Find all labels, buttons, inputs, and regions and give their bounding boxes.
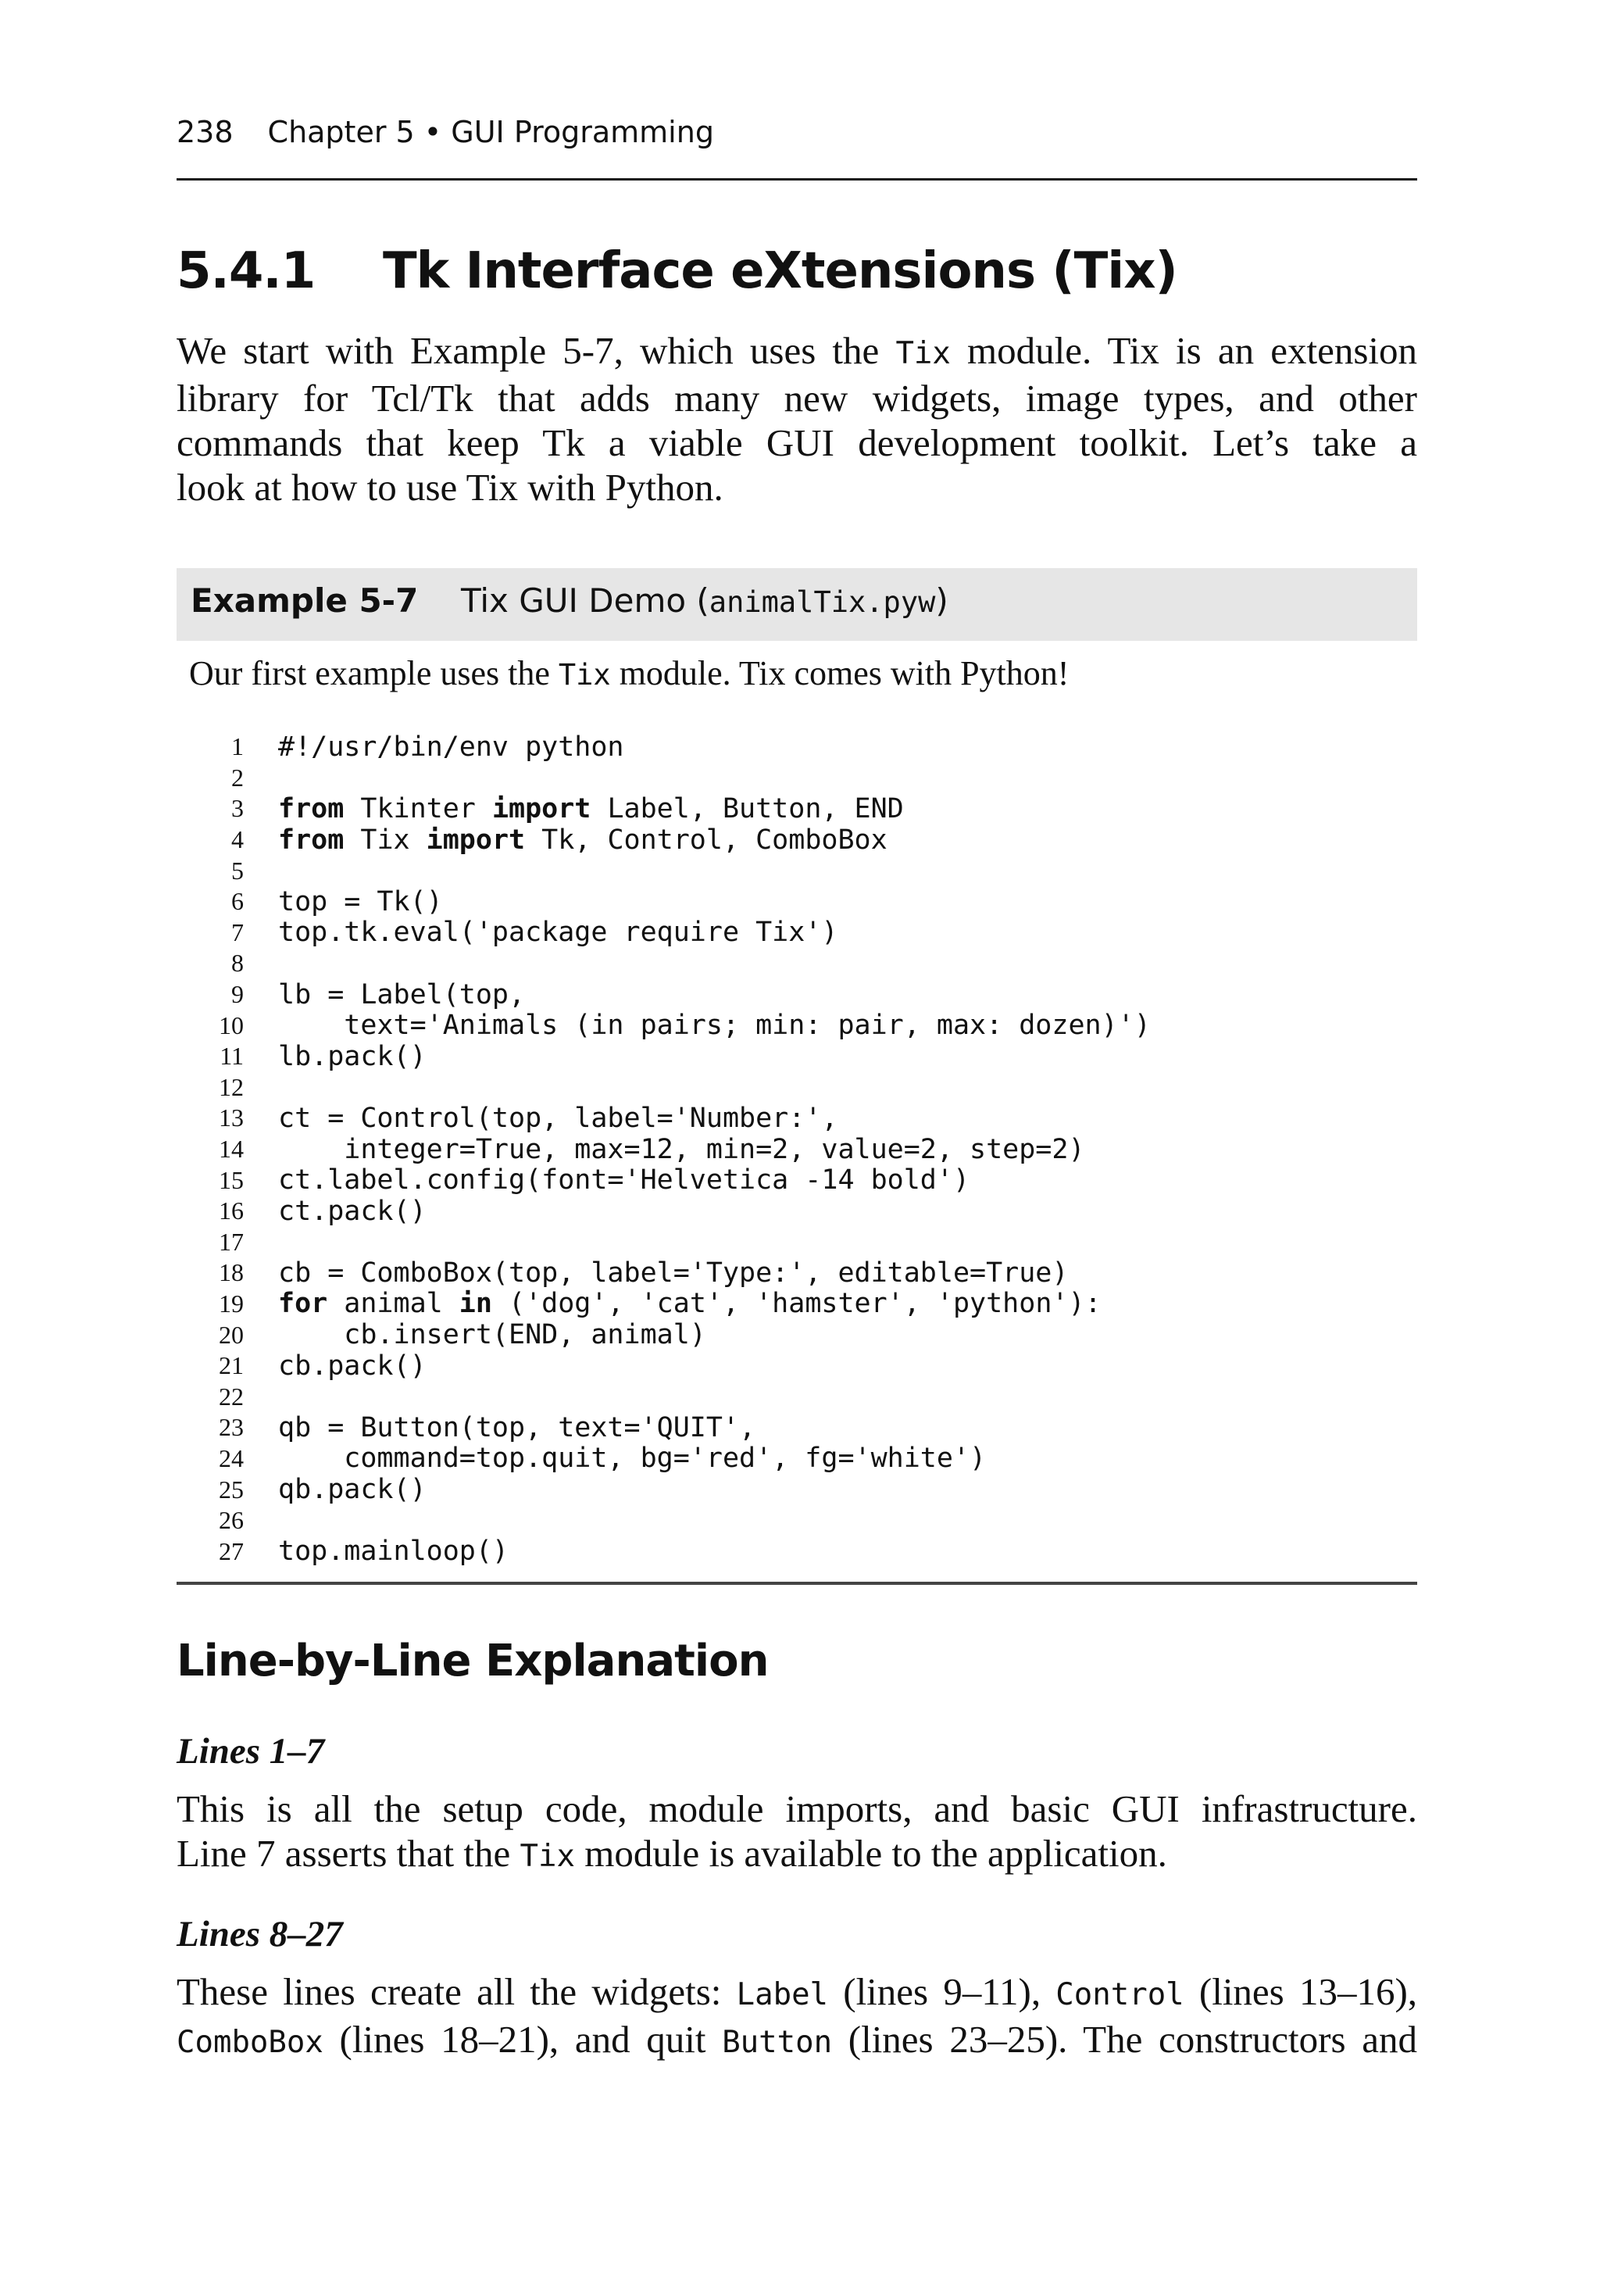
inline-code: ComboBox [177,2025,323,2060]
inline-code: Button [722,2025,833,2060]
code-line [177,1227,1417,1258]
header-rule [177,178,1417,181]
paragraph-line: This is all the setup code, module imports, and basic GUI infrastructure. [177,1787,1417,1830]
code-line [177,731,1417,763]
code-text [278,824,888,856]
paragraph-text: These lines create all the widgets: [177,1970,722,2013]
code-line [177,855,1417,886]
code-segment: qb = Button(top, text='QUIT', [278,1411,756,1443]
lines-1-7-paragraph [177,1786,1417,1879]
code-segment: integer=True, max=12, min=2, value=2, step=2) [278,1133,1085,1165]
line-number: 12 [219,1072,244,1101]
line-number: 20 [219,1320,244,1349]
chapter-title: Chapter 5 • GUI Programming [267,115,714,149]
lines-1-7-heading: Lines 1–7 [177,1731,325,1772]
code-line [177,1474,1417,1505]
code-segment: ct.label.config(font='Helvetica -14 bold') [278,1164,970,1196]
line-number: 7 [231,917,244,946]
code-line [177,1536,1417,1567]
code-segment: cb.insert(END, animal) [278,1319,706,1351]
code-line [177,948,1417,979]
paragraph-text: (lines 18–21), and quit [339,2018,706,2061]
paragraph-text: module is available to the application. [584,1832,1167,1875]
code-text [278,917,838,948]
example-intro [189,656,1069,691]
line-number: 25 [219,1475,244,1504]
code-segment: ('dog', 'cat', 'hamster', 'python'): [491,1288,1102,1320]
intro-line: library for Tcl/Tk that adds many new widgets, image types, and other [177,377,1417,420]
code-segment: ct.pack() [278,1195,427,1227]
section-heading [177,242,1417,300]
line-number: 24 [219,1443,244,1472]
line-number: 16 [219,1196,244,1225]
paragraph-line [177,1831,1417,1879]
code-text [278,979,525,1010]
code-text [278,1196,427,1227]
code-keyword: from [278,824,345,856]
line-number: 15 [219,1165,244,1194]
explanation-heading: Line-by-Line Explanation [177,1636,769,1686]
line-number: 19 [219,1289,244,1318]
code-line [177,1103,1417,1134]
code-segment: cb.pack() [278,1350,427,1382]
example-intro-text: Our first example uses the [189,654,550,692]
line-number: 21 [219,1351,244,1380]
line-number: 13 [219,1103,244,1132]
code-line [177,763,1417,794]
code-line [177,1134,1417,1165]
line-number: 11 [220,1042,244,1071]
code-text [278,1103,838,1134]
code-text [278,1041,427,1072]
paragraph-text: Line 7 asserts that the [177,1832,511,1875]
code-line [177,793,1417,824]
line-number: 27 [219,1536,244,1565]
code-text [278,1350,427,1382]
line-number: 2 [231,763,244,792]
intro-paragraph [177,328,1417,510]
code-text [278,731,624,763]
section-number: 5.4.1 [177,242,316,300]
line-number: 3 [231,794,244,823]
code-segment: qb.pack() [278,1474,427,1506]
code-text [278,1412,755,1443]
intro-line: look at how to use Tix with Python. [177,466,723,509]
paragraph-text: (lines 9–11), [843,1970,1041,2013]
lines-8-27-paragraph [177,1969,1417,2065]
code-keyword: import [491,792,591,824]
section-title: Tk Interface eXtensions (Tix) [383,242,1177,300]
line-number: 10 [219,1010,244,1039]
code-line [177,1196,1417,1227]
code-segment: #!/usr/bin/env python [278,731,624,763]
code-text [278,1474,427,1505]
line-number: 26 [219,1506,244,1535]
code-segment: Tix [344,824,427,856]
paragraph-line [177,2017,1417,2065]
paragraph-line [177,1969,1417,2017]
code-segment: cb = ComboBox(top, label='Type:', editable=True) [278,1257,1069,1289]
line-number: 8 [231,949,244,978]
code-listing [177,731,1417,1567]
paragraph-text: (lines 13–16), [1198,1970,1418,2013]
line-number: 14 [219,1135,244,1164]
code-text [278,1134,1085,1165]
code-text [278,886,443,917]
line-number: 4 [231,825,244,854]
code-line [177,1443,1417,1475]
code-segment: animal [327,1288,459,1320]
code-line [177,1072,1417,1103]
example-title [461,581,948,620]
code-line [177,1350,1417,1382]
example-intro-text: module. Tix comes with Python! [619,654,1070,692]
code-segment: lb = Label(top, [278,978,526,1010]
code-segment: lb.pack() [278,1040,427,1072]
intro-line [177,328,1417,376]
line-number: 17 [219,1227,244,1256]
intro-text: module. Tix is an extension [967,329,1418,372]
line-number: 6 [231,887,244,916]
example-title-text: ) [935,581,948,620]
code-text [278,1010,1151,1041]
line-number: 5 [231,856,244,885]
inline-code: Control [1055,1977,1184,2012]
example-title-text: Tix GUI Demo ( [461,581,709,620]
code-line [177,1257,1417,1289]
code-line [177,1412,1417,1443]
code-text [278,793,904,824]
code-text [278,1319,706,1350]
code-text [278,1536,509,1567]
line-number: 9 [231,980,244,1009]
code-segment: Label, Button, END [591,792,904,824]
intro-line: commands that keep Tk a viable GUI development toolkit. Let’s take a [177,421,1417,464]
code-line [177,1041,1417,1072]
page-number: 238 [177,115,234,149]
running-head [177,117,1417,147]
code-line [177,886,1417,917]
code-text [278,1164,970,1196]
code-line [177,917,1417,949]
code-segment: top.mainloop() [278,1536,509,1568]
code-line [177,824,1417,856]
code-segment: command=top.quit, bg='red', fg='white') [278,1443,987,1475]
inline-code: Tix [558,658,611,692]
code-line [177,1164,1417,1196]
inline-code: Tix [895,336,951,371]
code-segment: Tk, Control, ComboBox [525,824,888,856]
inline-code: Label [736,1977,829,2012]
intro-text: We start with Example 5-7, which uses the [177,329,880,372]
code-keyword: in [459,1288,492,1320]
code-segment: ct = Control(top, label='Number:', [278,1102,838,1134]
line-number: 23 [219,1413,244,1442]
line-number: 18 [219,1258,244,1287]
example-filename: animalTix.pyw [709,585,936,619]
line-number: 1 [231,732,244,761]
line-number: 22 [219,1382,244,1411]
code-segment: Tkinter [344,792,492,824]
code-segment: top.tk.eval('package require Tix') [278,917,838,949]
code-line [177,1319,1417,1350]
code-keyword: import [426,824,526,856]
lines-8-27-heading: Lines 8–27 [177,1914,343,1954]
code-text [278,1443,986,1474]
code-listing-rule [177,1582,1417,1585]
code-line [177,1010,1417,1041]
code-segment: top = Tk() [278,885,443,917]
code-keyword: for [278,1288,328,1320]
code-text [278,1288,1102,1319]
code-line [177,1289,1417,1320]
example-label: Example 5-7 [191,581,419,620]
inline-code: Tix [520,1839,575,1874]
code-line [177,1381,1417,1412]
code-segment: text='Animals (in pairs; min: pair, max: dozen)') [278,1010,1151,1042]
code-text [278,1257,1068,1289]
code-keyword: from [278,792,345,824]
paragraph-text: (lines 23–25). The constructors and [848,2018,1417,2061]
code-line [177,1505,1417,1536]
code-line [177,979,1417,1010]
